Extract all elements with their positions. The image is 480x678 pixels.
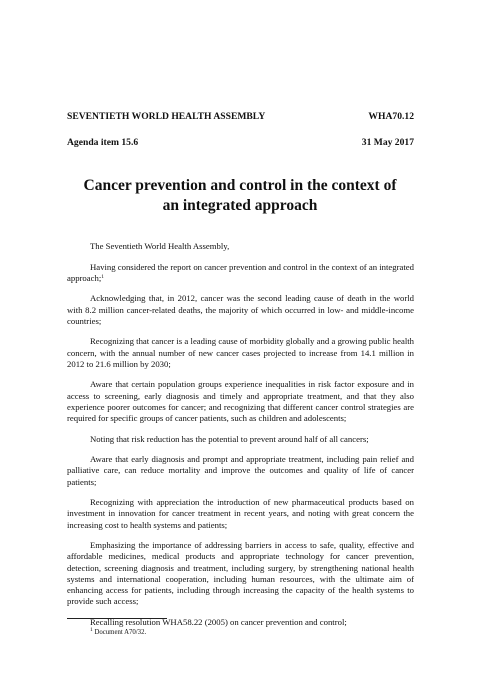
paragraph: Aware that early diagnosis and prompt and appropriate treatment, including pain relief and palliative care, can reduce mortality and improve the outcomes and quality of life of cancer patients; [67,454,414,487]
header-row-bottom [67,137,414,149]
document-title [60,176,420,216]
footnote [90,628,146,637]
title-line-1: Cancer prevention and control in the context of [83,177,397,194]
title-line-2: an integrated approach [162,197,318,214]
paragraph: Noting that risk reduction has the potential to prevent around half of all cancers; [90,433,369,444]
footnote-divider [67,618,167,619]
paragraph: Recognizing that cancer is a leading cause of morbidity globally and a growing public health concern, with the annual number of new cancer cases projected to increase from 14.1 million in 2012 to 21.6 million by 2030; [67,336,414,369]
assembly-name: SEVENTIETH WORLD HEALTH ASSEMBLY [67,111,266,122]
paragraph: Recognizing with appreciation the introduction of new pharmaceutical products based on investment in innovation for cancer treatment in recent years, and noting with great concern the increasing cost to health systems and patients; [67,497,414,530]
footnote-reference: 1 [101,273,104,280]
paragraph: Acknowledging that, in 2012, cancer was the second leading cause of death in the world with 8.2 million cancer-related deaths, the majority of which occurred in low- and middle-income countries; [67,293,414,326]
resolution-number: WHA70.12 [368,111,414,122]
agenda-item: Agenda item 15.6 [67,137,139,148]
header-row-top [67,111,414,123]
paragraph: Having considered the report on cancer prevention and control in the context of an integrated approach;$^1$ [67,261,414,283]
paragraph: The Seventieth World Health Assembly, [90,241,230,251]
footnote-marker: 1 [90,627,93,633]
paragraph: Aware that certain population groups experience inequalities in risk factor exposure and in access to screening, early diagnosis and timely and appropriate treatment, and that they also experience poorer outcomes for cancer; and recognizing that different cancer control strategies are required for specific groups of cancer patients, such as children and adolescents; [67,379,414,423]
paragraph: Recalling resolution WHA58.22 (2005) on cancer prevention and control; [90,616,347,627]
paragraph: Emphasizing the importance of addressing barriers in access to safe, quality, effective and affordable medicines, medical products and appropriate technology for cancer prevention, detection, screening diagnosis and treatment, including surgery, by strengthening national health systems and international cooperation, including human resources, with the ultimate aim of enhancing access for patients, including through increasing the capacity of the health systems to provide such access; [67,540,414,607]
footnote-text: Document A70/32. [94,629,147,636]
resolution-date: 31 May 2017 [361,137,414,148]
document-body [67,241,414,628]
